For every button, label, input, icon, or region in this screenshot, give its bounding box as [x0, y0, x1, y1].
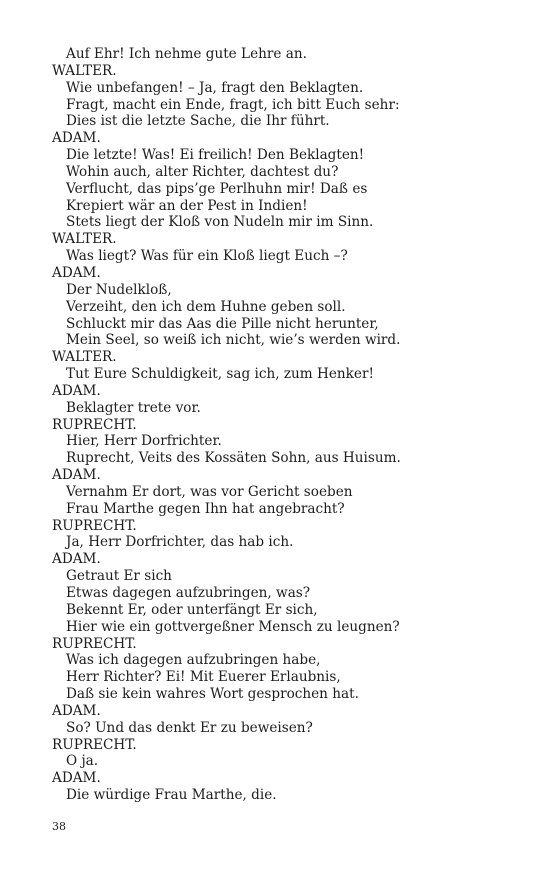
verse-line: Der Nudelkloß,: [66, 281, 172, 298]
verse-line: Verflucht, das pips’ge Perlhuhn mir! Daß es: [66, 180, 368, 197]
verse-line: Mein Seel, so weiß ich nicht, wie’s werden wird.: [66, 332, 401, 349]
speaker-name: RUPRECHT.: [52, 736, 137, 753]
speaker-name: ADAM.: [52, 467, 101, 484]
speaker-name: WALTER.: [52, 349, 117, 366]
speaker-name: WALTER.: [52, 62, 117, 79]
verse-line: Ruprecht, Veits des Kossäten Sohn, aus Huisum.: [66, 450, 401, 467]
verse-line: Hier wie ein gottvergeßner Mensch zu leugnen?: [66, 618, 400, 635]
verse-line: Vernahm Er dort, was vor Gericht soeben: [66, 483, 353, 500]
speaker-name: WALTER.: [52, 231, 117, 248]
verse-line: Auf Ehr! Ich nehme gute Lehre an.: [66, 46, 307, 62]
verse-line: Fragt, macht ein Ende, fragt, ich bitt Euch sehr:: [66, 96, 400, 113]
verse-line: Bekennt Er, oder unterfängt Er sich,: [66, 601, 318, 618]
verse-line: Schluckt mir das Aas die Pille nicht herunter,: [66, 315, 379, 332]
verse-line: Getraut Er sich: [66, 568, 172, 585]
verse-line: Tut Eure Schuldigkeit, sag ich, zum Henker!: [66, 366, 374, 383]
verse-line: Wohin auch, alter Richter, dachtest du?: [66, 163, 339, 180]
speaker-name: ADAM.: [52, 264, 101, 281]
verse-line: Herr Richter? Ei! Mit Euerer Erlaubnis,: [66, 669, 341, 686]
verse-line: So? Und das denkt Er zu beweisen?: [66, 719, 313, 736]
verse-line: Was liegt? Was für ein Kloß liegt Euch –?: [66, 248, 348, 265]
verse-line: O ja.: [66, 753, 99, 770]
verse-line: Frau Marthe gegen Ihn hat angebracht?: [66, 500, 345, 517]
verse-line: Daß sie kein wahres Wort gesprochen hat.: [66, 686, 359, 703]
verse-line: Ja, Herr Dorfrichter, das hab ich.: [66, 534, 294, 551]
verse-line: Was ich dagegen aufzubringen habe,: [66, 652, 321, 669]
speaker-name: ADAM.: [52, 770, 101, 787]
speaker-name: ADAM.: [52, 551, 101, 568]
verse-line: Etwas dagegen aufzubringen, was?: [66, 585, 311, 601]
verse-line: Hier, Herr Dorfrichter.: [66, 433, 222, 450]
verse-line: Wie unbefangen! – Ja, fragt den Beklagten.: [66, 79, 364, 96]
verse-line: Stets liegt der Kloß von Nudeln mir im Sinn.: [66, 214, 374, 231]
speaker-name: RUPRECHT.: [52, 635, 137, 652]
speaker-name: RUPRECHT.: [52, 416, 137, 433]
verse-line: Die würdige Frau Marthe, die.: [66, 787, 277, 804]
verse-line: Dies ist die letzte Sache, die Ihr führt.: [66, 113, 330, 130]
page-number: 38: [52, 820, 66, 833]
verse-line: Beklagter trete vor.: [66, 399, 201, 416]
page-text: [52, 46, 522, 804]
speaker-name: ADAM.: [52, 382, 101, 399]
speaker-name: ADAM.: [52, 702, 101, 719]
verse-line: Die letzte! Was! Ei freilich! Den Beklagten!: [66, 147, 365, 164]
speaker-name: ADAM.: [52, 130, 101, 147]
verse-line: Krepiert wär an der Pest in Indien!: [66, 197, 308, 214]
verse-line: Verzeiht, den ich dem Huhne geben soll.: [66, 298, 346, 315]
speaker-name: RUPRECHT.: [52, 517, 137, 534]
